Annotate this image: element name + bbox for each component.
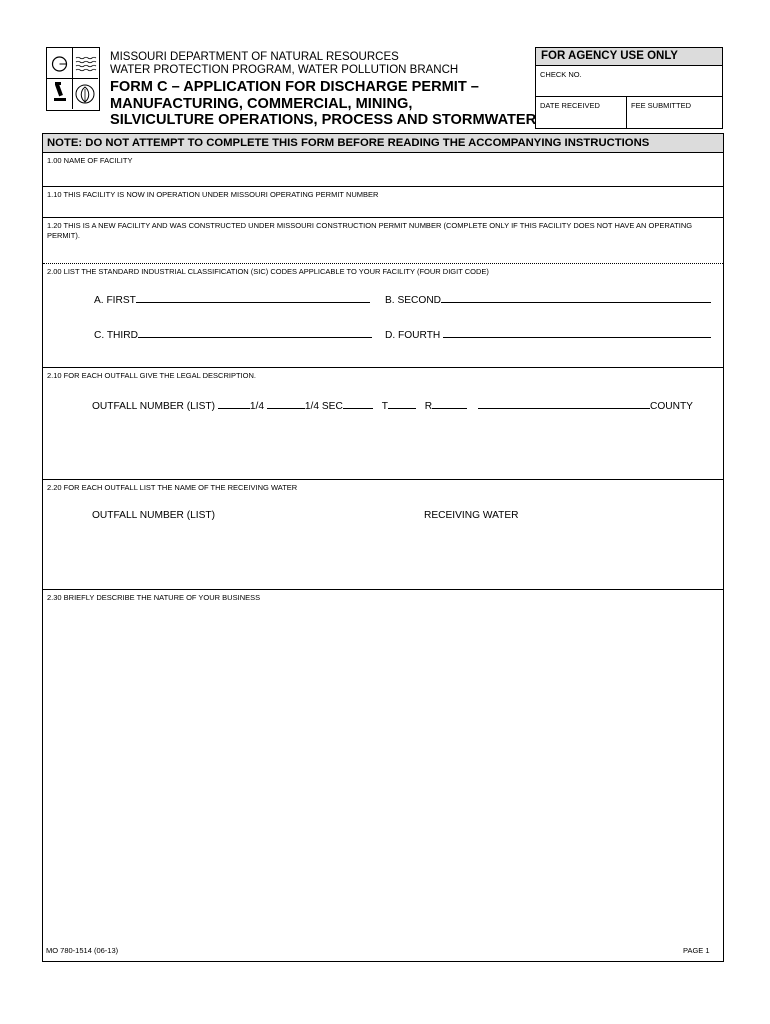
form-title-line-2: MANUFACTURING, COMMERCIAL, MINING, [110,95,413,112]
facility-name-label: 1.00 NAME OF FACILITY [47,156,133,165]
sic-fourth-row[interactable] [385,327,711,341]
legal-description-label: 2.10 FOR EACH OUTFALL GIVE THE LEGAL DESCRIPTION. [47,371,256,380]
sic-fourth-input[interactable] [443,327,711,338]
construction-permit-section[interactable] [43,218,723,264]
sic-codes-label: 2.00 LIST THE STANDARD INDUSTRIAL CLASSIFICATION (SIC) CODES APPLICABLE TO YOUR FACILITY (FOUR DIGIT CODE) [47,267,489,276]
check-no-field[interactable] [536,66,722,97]
instructions-note: NOTE: DO NOT ATTEMPT TO COMPLETE THIS FORM BEFORE READING THE ACCOMPANYING INSTRUCTIONS [43,134,723,153]
legal-description-section [43,368,723,480]
microscope-icon [54,82,66,101]
county-label: COUNTY [649,401,693,412]
operating-permit-section[interactable] [43,187,723,218]
header-department [110,51,458,77]
quarter-sec-label: 1/4 SEC [304,401,343,412]
legal-description-row[interactable] [92,398,693,412]
quarter-input-1[interactable] [267,398,305,409]
dnr-logo [46,47,100,111]
business-description-label: 2.30 BRIEFLY DESCRIBE THE NATURE OF YOUR BUSINESS [47,593,261,602]
sic-second-label: B. SECOND [385,295,442,306]
date-received-field[interactable] [536,97,627,129]
sic-third-row[interactable] [94,327,372,341]
page-number: PAGE 1 [683,946,710,955]
sic-second-row[interactable] [385,292,711,306]
leaf-icon [76,85,94,103]
construction-permit-label: 1.20 THIS IS A NEW FACILITY AND WAS CONSTRUCTED UNDER MISSOURI CONSTRUCTION PERMIT NUMBER (COMPLETE ONLY IF THIS FACILITY DOES NOT HAVE AN OPERATING PERMIT). [47,221,693,240]
sic-first-label: A. FIRST [94,295,136,306]
sic-first-input[interactable] [136,292,370,303]
receiving-water-column-label: RECEIVING WATER [424,510,519,521]
program-name: WATER PROTECTION PROGRAM, WATER POLLUTION BRANCH [110,64,459,76]
form-body [42,133,724,962]
sic-third-label: C. THIRD [94,330,138,341]
water-waves-icon [76,57,96,71]
form-title-line-3: SILVICULTURE OPERATIONS, PROCESS AND STORMWATER [110,112,537,128]
agency-use-heading: FOR AGENCY USE ONLY [536,48,722,66]
receiving-water-label: 2.20 FOR EACH OUTFALL LIST THE NAME OF THE RECEIVING WATER [47,483,298,492]
form-title-line-1: FORM C – APPLICATION FOR DISCHARGE PERMIT – [110,79,479,95]
department-name: MISSOURI DEPARTMENT OF NATURAL RESOURCES [110,51,399,63]
check-no-label: CHECK NO. [540,70,582,79]
sic-fourth-label: D. FOURTH [385,330,441,341]
operating-permit-label: 1.10 THIS FACILITY IS NOW IN OPERATION UNDER MISSOURI OPERATING PERMIT NUMBER [47,190,379,199]
sic-second-input[interactable] [441,292,711,303]
agency-use-box [535,47,723,129]
township-label: T [381,401,388,412]
legal-outfall-input[interactable] [218,398,250,409]
business-description-section[interactable] [43,590,723,960]
form-number: MO 780-1514 (06-13) [46,946,119,955]
date-received-label: DATE RECEIVED [540,101,600,110]
sic-third-input[interactable] [138,327,372,338]
quarter-label-1: 1/4 [249,401,265,412]
form-title [110,79,536,129]
sun-icon [53,57,67,71]
receiving-water-section [43,480,723,590]
sic-codes-section [43,264,723,368]
county-input[interactable] [478,398,650,409]
range-label: R [424,401,433,412]
receiving-outfall-label: OUTFALL NUMBER (LIST) [92,510,216,521]
fee-submitted-label: FEE SUBMITTED [631,101,692,110]
township-input[interactable] [388,398,416,409]
range-input[interactable] [432,398,467,409]
sic-first-row[interactable] [94,292,370,306]
legal-outfall-label: OUTFALL NUMBER (LIST) [92,401,216,412]
section-input[interactable] [343,398,373,409]
facility-name-section[interactable] [43,153,723,187]
fee-submitted-field[interactable] [627,97,722,129]
